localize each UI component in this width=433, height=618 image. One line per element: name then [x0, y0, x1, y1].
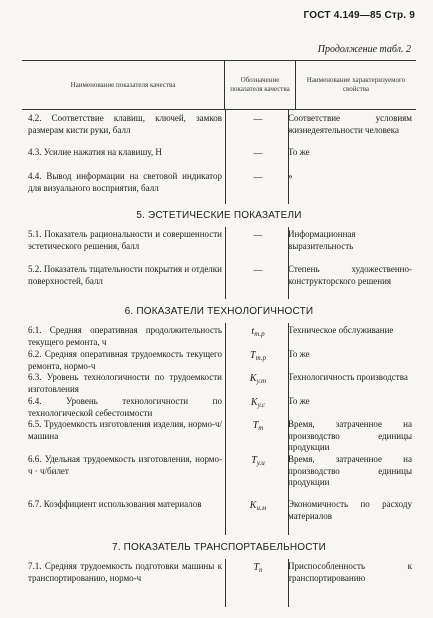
symbol-subscript: у.и: [256, 459, 265, 467]
symbol-subscript: у.т: [256, 377, 267, 385]
indicator-name: 6.7. Коэффициент использования материалов: [28, 499, 202, 509]
table-continuation-label: Продолжение табл. 2: [317, 44, 411, 55]
column-divider: [225, 559, 226, 607]
indicator-property: Экономичность по расходу материалов: [288, 499, 412, 521]
symbol: t: [251, 326, 255, 337]
indicator-property: То же: [288, 147, 310, 157]
indicator-property: То же: [288, 349, 310, 359]
column-divider: [225, 227, 226, 299]
section-heading-technology: 6. ПОКАЗАТЕЛИ ТЕХНОЛОГИЧНОСТИ: [124, 306, 314, 317]
column-header-property: Наименование характеризуемого свойства: [296, 61, 417, 110]
indicator-property: То же: [288, 396, 310, 406]
column-header-designation: Обозначение показателя качества: [225, 61, 296, 110]
symbol: K: [249, 500, 257, 511]
symbol-subscript: т.р: [255, 354, 266, 362]
section-heading-transportability: 7. ПОКАЗАТЕЛЬ ТРАНСПОРТАБЕЛЬНОСТИ: [111, 542, 327, 553]
indicator-designation: [228, 325, 288, 339]
indicator-name: 6.5. Трудоемкость изготовления изделия, нормо-ч/машина: [28, 419, 222, 441]
symbol-subscript: т: [258, 424, 264, 432]
symbol-subscript: у.с: [257, 401, 266, 409]
indicator-name: 5.1. Показатель рациональности и совершенности эстетического решения, балл: [28, 229, 222, 251]
indicator-property: Техническое обслуживание: [288, 325, 394, 335]
indicator-name: 4.2. Соответствие клавиш, ключей, замков размерам кисти руки, балл: [28, 113, 222, 135]
indicator-property: »: [288, 171, 293, 181]
indicator-designation: [228, 561, 288, 575]
symbol-subscript: т.р: [254, 330, 265, 338]
symbol: T: [252, 420, 259, 431]
indicator-name: 7.1. Средняя трудоемкость подготовки машины к транспортированию, нормо-ч: [28, 561, 222, 583]
indicator-designation: [228, 349, 288, 363]
indicator-designation: [228, 396, 288, 410]
indicator-designation: [228, 454, 288, 468]
indicator-name: 6.4. Уровень технологичности по технологической себестоимости: [28, 396, 222, 418]
symbol: T: [251, 455, 257, 466]
symbol: T: [253, 562, 260, 573]
indicator-name: 6.3. Уровень технологичности по трудоемкости изготовления: [28, 372, 222, 394]
column-header-row: [22, 60, 416, 110]
symbol: K: [249, 373, 257, 384]
indicator-property: Соответствие условиям жизнедеятельности человека: [288, 113, 412, 135]
column-divider: [225, 323, 226, 535]
section-heading-aesthetic: 5. ЭСТЕТИЧЕСКИЕ ПОКАЗАТЕЛИ: [136, 210, 302, 221]
indicator-property: Приспособленность к транспортированию: [288, 561, 412, 583]
indicator-property: Время, затраченное на производство единицы продукции: [288, 419, 412, 453]
table-body: [22, 109, 416, 609]
indicator-property: Степень художественно-конструкторского решения: [288, 264, 412, 286]
column-divider: [225, 109, 226, 204]
symbol-subscript: п: [259, 566, 263, 574]
indicator-property: Информационная выразительность: [288, 229, 356, 251]
indicator-designation: —: [253, 265, 263, 276]
indicator-name: 6.6. Удельная трудоемкость изготовления, нормо-ч · ч/билет: [28, 454, 222, 476]
indicator-designation: [228, 372, 288, 386]
indicator-name: 5.2. Показатель тщательности покрытия и отделки поверхностей, балл: [28, 264, 222, 286]
indicator-designation: —: [253, 172, 263, 183]
symbol: K: [250, 397, 258, 408]
page-header: ГОСТ 4.149—85 Стр. 9: [303, 10, 415, 21]
indicator-designation: [228, 499, 288, 513]
symbol-subscript: и.м: [256, 504, 267, 512]
indicator-name: 4.4. Вывод информации на световой индикатор для визуального восприятия, балл: [28, 171, 222, 193]
indicator-property: Технологичность производства: [288, 372, 408, 382]
indicator-designation: —: [253, 114, 263, 125]
symbol: T: [250, 350, 256, 361]
indicator-designation: —: [253, 148, 263, 159]
indicator-property: Время, затраченное на производство единицы продукции: [288, 454, 412, 488]
indicator-designation: [228, 419, 288, 433]
column-header-name: Наименование показателя качества: [22, 61, 225, 110]
indicator-name: 4.3. Усилие нажатия на клавишу, Н: [28, 147, 162, 157]
indicator-designation: —: [253, 230, 263, 241]
indicator-name: 6.1. Средняя оперативная продолжительность текущего ремонта, ч: [28, 325, 222, 347]
indicator-name: 6.2. Средняя оперативная трудоемкость текущего ремонта, нормо-ч: [28, 349, 222, 371]
